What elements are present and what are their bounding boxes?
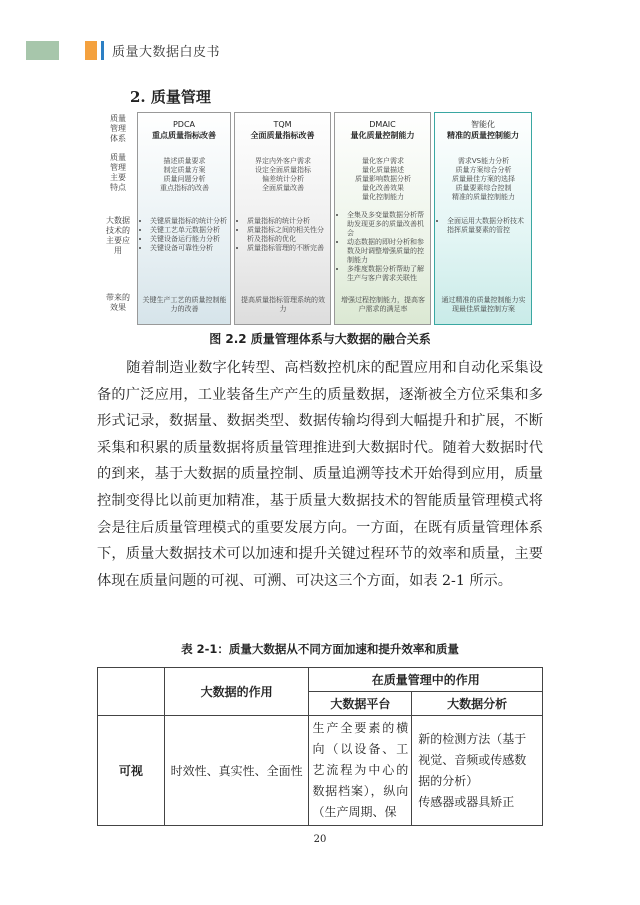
app: • 关键设备运行能力分析 xyxy=(150,235,227,244)
effect: 增强过程控制能力，提高客户需求的满足率 xyxy=(341,296,425,313)
header-block-green xyxy=(26,41,59,60)
column-dmaic xyxy=(334,112,431,325)
column-intelligent xyxy=(434,112,532,325)
row-label-system: 质量 管理 体系 xyxy=(110,114,126,143)
header-group: 在质量管理中的作用 xyxy=(309,668,543,692)
row-label-features: 质量 管理 主要 特点 xyxy=(110,153,126,192)
feature: 质量最佳方案的选择 xyxy=(452,175,515,183)
column-subtitle: 量化质量控制能力 xyxy=(350,131,415,140)
column-name: 智能化 xyxy=(471,120,495,129)
feature: 质量方案综合分析 xyxy=(455,166,512,174)
app: • 多维度数据分析帮助了解生产与客户需求关联性 xyxy=(347,265,427,283)
page-number: 20 xyxy=(313,834,327,845)
column-subtitle: 重点质量指标改善 xyxy=(152,131,216,140)
column-tqm xyxy=(234,112,331,325)
section-title: 2. 质量管理 xyxy=(130,88,211,106)
feature: 界定内外客户需求 xyxy=(255,157,311,165)
app: • 关键质量指标的统计分析 xyxy=(150,217,227,226)
app: • 关键工艺单元数据分析 xyxy=(150,226,227,235)
body-paragraph xyxy=(97,355,543,594)
table-caption: 表 2-1：质量大数据从不同方面加速和提升效率和质量 xyxy=(181,642,459,656)
app: • 质量指标的统计分析 xyxy=(247,217,327,226)
column-subtitle: 精准的质量控制能力 xyxy=(447,131,519,140)
feature: 偏差统计分析 xyxy=(262,175,304,183)
header-block-orange xyxy=(85,41,97,60)
efficiency-table xyxy=(97,667,543,826)
feature: 量化质量描述 xyxy=(362,166,404,174)
feature: 设定全面质量指标 xyxy=(255,166,311,174)
quality-management-figure xyxy=(100,106,526,321)
page-header xyxy=(26,39,220,61)
row-role: 时效性、真实性、全面性 xyxy=(164,716,309,826)
column-name: TQM xyxy=(273,120,292,129)
row-label-effect: 带来的 效果 xyxy=(106,293,130,312)
column-name: DMAIC xyxy=(369,120,396,129)
app: • 全面运用大数据分析技术指挥质量要素的管控 xyxy=(447,217,528,235)
row-label-apps: 大数据 技术的 主要应 用 xyxy=(106,216,130,255)
column-subtitle: 全面质量指标改善 xyxy=(250,131,315,140)
column-name: PDCA xyxy=(172,120,196,129)
effect: 关键生产工艺的质量控制能力的改善 xyxy=(142,296,227,313)
row-platform: 生产全要素的横向（以设备、工艺流程为中心的数据档案），纵向（生产周期、保 xyxy=(309,716,412,826)
app: • 关键设备可靠性分析 xyxy=(150,244,227,253)
table-corner xyxy=(98,668,165,716)
header-role: 大数据的作用 xyxy=(164,668,309,716)
column-pdca xyxy=(137,112,231,325)
figure-caption: 图 2.2 质量管理体系与大数据的融合关系 xyxy=(209,332,431,346)
feature: 量化客户需求 xyxy=(362,157,404,165)
feature: 描述质量要求 xyxy=(163,157,206,165)
feature: 重点指标的改善 xyxy=(160,184,209,192)
table-row xyxy=(98,716,543,826)
feature: 需求VS能力分析 xyxy=(457,157,510,165)
app: • 动态数据的即时分析和参数及时调整增强质量的控制能力 xyxy=(347,238,427,265)
feature: 质量影响数据分析 xyxy=(355,175,411,183)
feature: 制定质量方案 xyxy=(163,166,206,174)
app: • 质量指标管理的不断完善 xyxy=(247,244,327,253)
feature: 质量问题分析 xyxy=(163,175,206,183)
feature: 量化控制能力 xyxy=(362,193,404,201)
effect: 提高质量指标管理系统的效力 xyxy=(241,296,325,313)
row-analysis: 新的检测方法（基于视觉、音频或传感数据的分析） 传感器或器具矫正 xyxy=(412,716,543,826)
feature: 质量要素综合控制 xyxy=(455,184,512,192)
feature: 精准的质量控制能力 xyxy=(452,193,515,201)
paragraph-text: 随着制造业数字化转型、高档数控机床的配置应用和自动化采集设备的广泛应用，工业装备生产产生的质量数据，逐渐被全方位采集和多形式记录，数据量、数据类型、数据传输均得到大幅提升和扩展，不断采集和积累的质量数据将质量管理推进到大数据时代。随着大数据时代的到来，基于大数据的质量控制、质量追溯等技术开始得到应用，质量控制变得比以前更加精准，基于质量大数据技术的智能质量管理模式将会是往后质量管理模式的重要发展方向。一方面，在既有质量管理体系下，质量大数据技术可以加速和提升关键过程环节的效率和质量，主要体现在质量问题的可视、可溯、可决这三个方面，如表 2-1 所示。 xyxy=(97,360,543,589)
header-block-blue xyxy=(101,41,104,60)
app: • 全集及多变量数据分析帮助发现更多的质量改善机会 xyxy=(347,211,427,238)
app: • 质量指标之间的相关性分析及指标的优化 xyxy=(247,226,327,244)
feature: 全面质量改善 xyxy=(262,184,304,192)
header-platform: 大数据平台 xyxy=(309,692,412,716)
row-label: 可视 xyxy=(98,716,165,826)
header-analysis: 大数据分析 xyxy=(412,692,543,716)
effect: 通过精准的质量控制能力实现最佳质量控制方案 xyxy=(441,296,526,313)
feature: 量化改善效果 xyxy=(362,184,404,192)
header-title: 质量大数据白皮书 xyxy=(112,44,221,60)
